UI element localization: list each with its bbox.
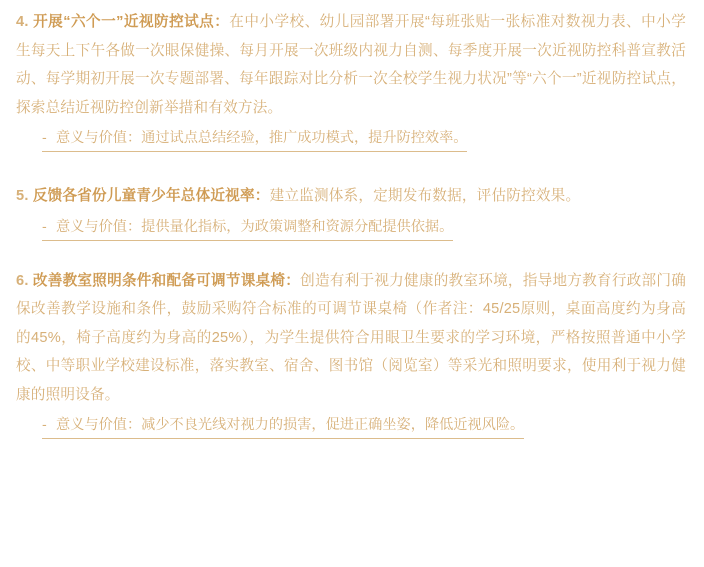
item-body: 创造有利于视力健康的教室环境，指导地方教育行政部门确保改善教学设施和条件，鼓励采购符合标准的可调节课桌椅（作者注：45/25原则，桌面高度约为身高的45%，椅子高度约为身高的25%），为学生提供符合用眼卫生要求的学习环境，严格按照普通中小学校、中等职业学校建设标准，落实教室、宿舍、图书馆（阅览室）等采光和照明要求，使用利于视力健康的照明设备。	[16, 272, 687, 403]
note-label: 意义与价值	[56, 417, 127, 433]
note-label: 意义与价值	[56, 130, 127, 146]
list-item	[16, 182, 686, 241]
note-text: 减少不良光线对视力的损害，促进正确坐姿，降低近视风险。	[141, 417, 525, 433]
item-note-wrapper	[16, 211, 686, 241]
item-heading: 改善教室照明条件和配备可调节课桌椅	[32, 272, 286, 289]
item-number: 4.	[16, 14, 29, 30]
item-note	[42, 413, 524, 439]
list-item	[16, 8, 686, 152]
item-heading-separator: ：	[254, 188, 270, 204]
item-heading-separator: ：	[214, 14, 230, 30]
item-body: 建立监测体系，定期发布数据，评估防控效果。	[269, 188, 581, 204]
item-heading-separator: ：	[285, 272, 301, 289]
spacer	[16, 245, 686, 267]
item-note	[42, 126, 467, 152]
item-paragraph	[16, 8, 686, 122]
item-note	[42, 215, 453, 241]
item-heading: 开展“六个一”近视防控试点	[33, 14, 215, 30]
dash-marker: -	[42, 130, 47, 146]
list-item	[16, 267, 686, 440]
note-text: 通过试点总结经验，推广成功模式，提升防控效率。	[141, 130, 468, 146]
spacer	[16, 156, 686, 182]
item-number: 5.	[16, 188, 29, 204]
note-separator: ：	[126, 417, 142, 433]
item-body: 在中小学校、幼儿园部署开展“每班张贴一张标准对数视力表、中小学生每天上下午各做一次眼保健操、每月开展一次班级内视力自测、每季度开展一次近视防控科普宣教活动、每学期初开展一次专题部署、每年跟踪对比分析一次全校学生视力状况”等“六个一”近视防控试点，探索总结近视防控创新举措和有效方法。	[16, 14, 687, 116]
item-note-wrapper	[16, 122, 686, 152]
note-separator: ：	[126, 218, 142, 235]
item-number: 6.	[16, 272, 29, 289]
note-separator: ：	[126, 130, 142, 146]
item-paragraph	[16, 267, 686, 410]
note-text: 提供量化指标，为政策调整和资源分配提供依据。	[141, 218, 454, 235]
item-paragraph	[16, 182, 686, 211]
dash-marker: -	[42, 218, 47, 235]
item-heading: 反馈各省份儿童青少年总体近视率	[32, 188, 255, 204]
item-note-wrapper	[16, 409, 686, 439]
note-label: 意义与价值	[56, 218, 127, 235]
dash-marker: -	[42, 417, 47, 433]
